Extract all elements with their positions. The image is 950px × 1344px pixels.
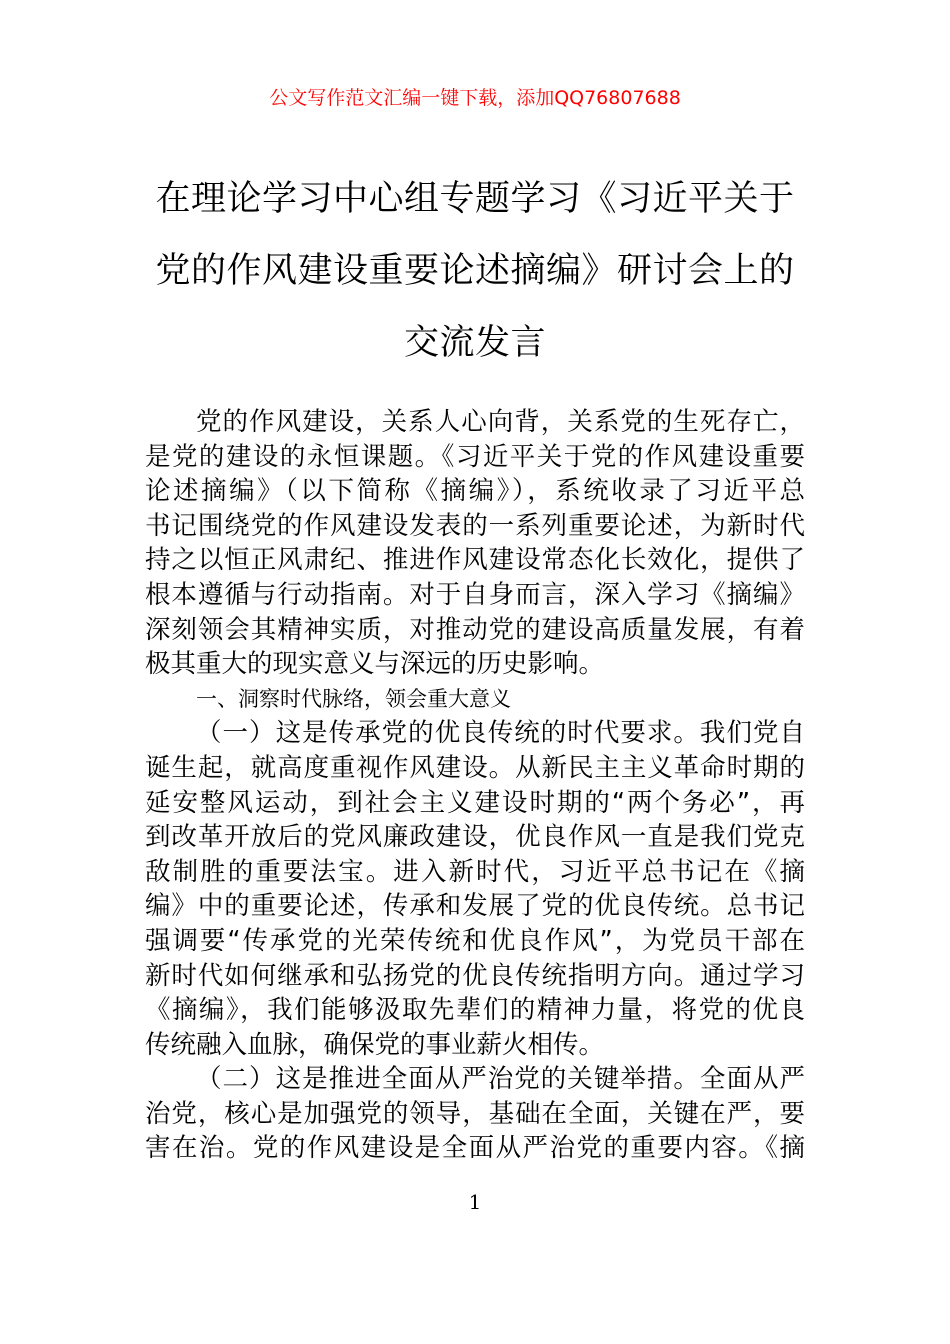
paragraph-line: 传统融入血脉，确保党的事业薪火相传。 bbox=[145, 1029, 605, 1060]
paragraph-line: （二）这是推进全面从严治党的关键举措。全面从严 bbox=[196, 1064, 805, 1095]
paragraph-line: 书记围绕党的作风建设发表的一系列重要论述，为新时代 bbox=[145, 510, 805, 541]
header-download-note: 公文写作范文汇编一键下载，添加QQ76807688 bbox=[269, 87, 681, 109]
document-body bbox=[145, 405, 805, 1166]
paragraph-line: 极其重大的现实意义与深远的历史影响。 bbox=[145, 649, 605, 680]
paragraph-line: 延安整风运动，到社会主义建设时期的“两个务必”，再 bbox=[145, 787, 805, 818]
paragraph-line: 诞生起，就高度重视作风建设。从新民主主义革命时期的 bbox=[145, 752, 805, 783]
paragraph-line: 敌制胜的重要法宝。进入新时代，习近平总书记在《摘 bbox=[145, 856, 805, 887]
paragraph-line: 是党的建设的永恒课题。《习近平关于党的作风建设重要 bbox=[145, 441, 805, 472]
section-heading: 一、洞察时代脉络，领会重大意义 bbox=[196, 686, 511, 711]
paragraph-line: 到改革开放后的党风廉政建设，优良作风一直是我们党克 bbox=[145, 822, 805, 853]
title-line: 党的作风建设重要论述摘编》研讨会上的 bbox=[155, 251, 795, 291]
document-title bbox=[140, 163, 810, 379]
paragraph-line: 治党，核心是加强党的领导，基础在全面，关键在严，要 bbox=[145, 1098, 805, 1129]
paragraph-line: 党的作风建设，关系人心向背，关系党的生死存亡， bbox=[196, 407, 805, 437]
page-number: 1 bbox=[468, 1190, 482, 1214]
paragraph-line: （一）这是传承党的优良传统的时代要求。我们党自 bbox=[196, 718, 805, 749]
paragraph-line: 论述摘编》（以下简称《摘编》），系统收录了习近平总 bbox=[145, 476, 805, 507]
title-line: 交流发言 bbox=[403, 323, 546, 363]
paragraph-line: 根本遵循与行动指南。对于自身而言，深入学习《摘编》 bbox=[145, 579, 805, 610]
title-line: 在理论学习中心组专题学习《习近平关于 bbox=[155, 179, 795, 219]
paragraph-line: 持之以恒正风肃纪、推进作风建设常态化长效化，提供了 bbox=[145, 545, 805, 576]
paragraph-line: 新时代如何继承和弘扬党的优良传统指明方向。通过学习 bbox=[145, 960, 805, 991]
paragraph-line: 害在治。党的作风建设是全面从严治党的重要内容。《摘 bbox=[145, 1133, 805, 1164]
paragraph-line: 深刻领会其精神实质，对推动党的建设高质量发展，有着 bbox=[145, 614, 805, 645]
paragraph-line: 编》中的重要论述，传承和发展了党的优良传统。总书记 bbox=[145, 891, 805, 922]
paragraph-line: 强调要“传承党的光荣传统和优良作风”，为党员干部在 bbox=[145, 925, 805, 956]
paragraph-line: 《摘编》，我们能够汲取先辈们的精神力量，将党的优良 bbox=[145, 995, 805, 1026]
